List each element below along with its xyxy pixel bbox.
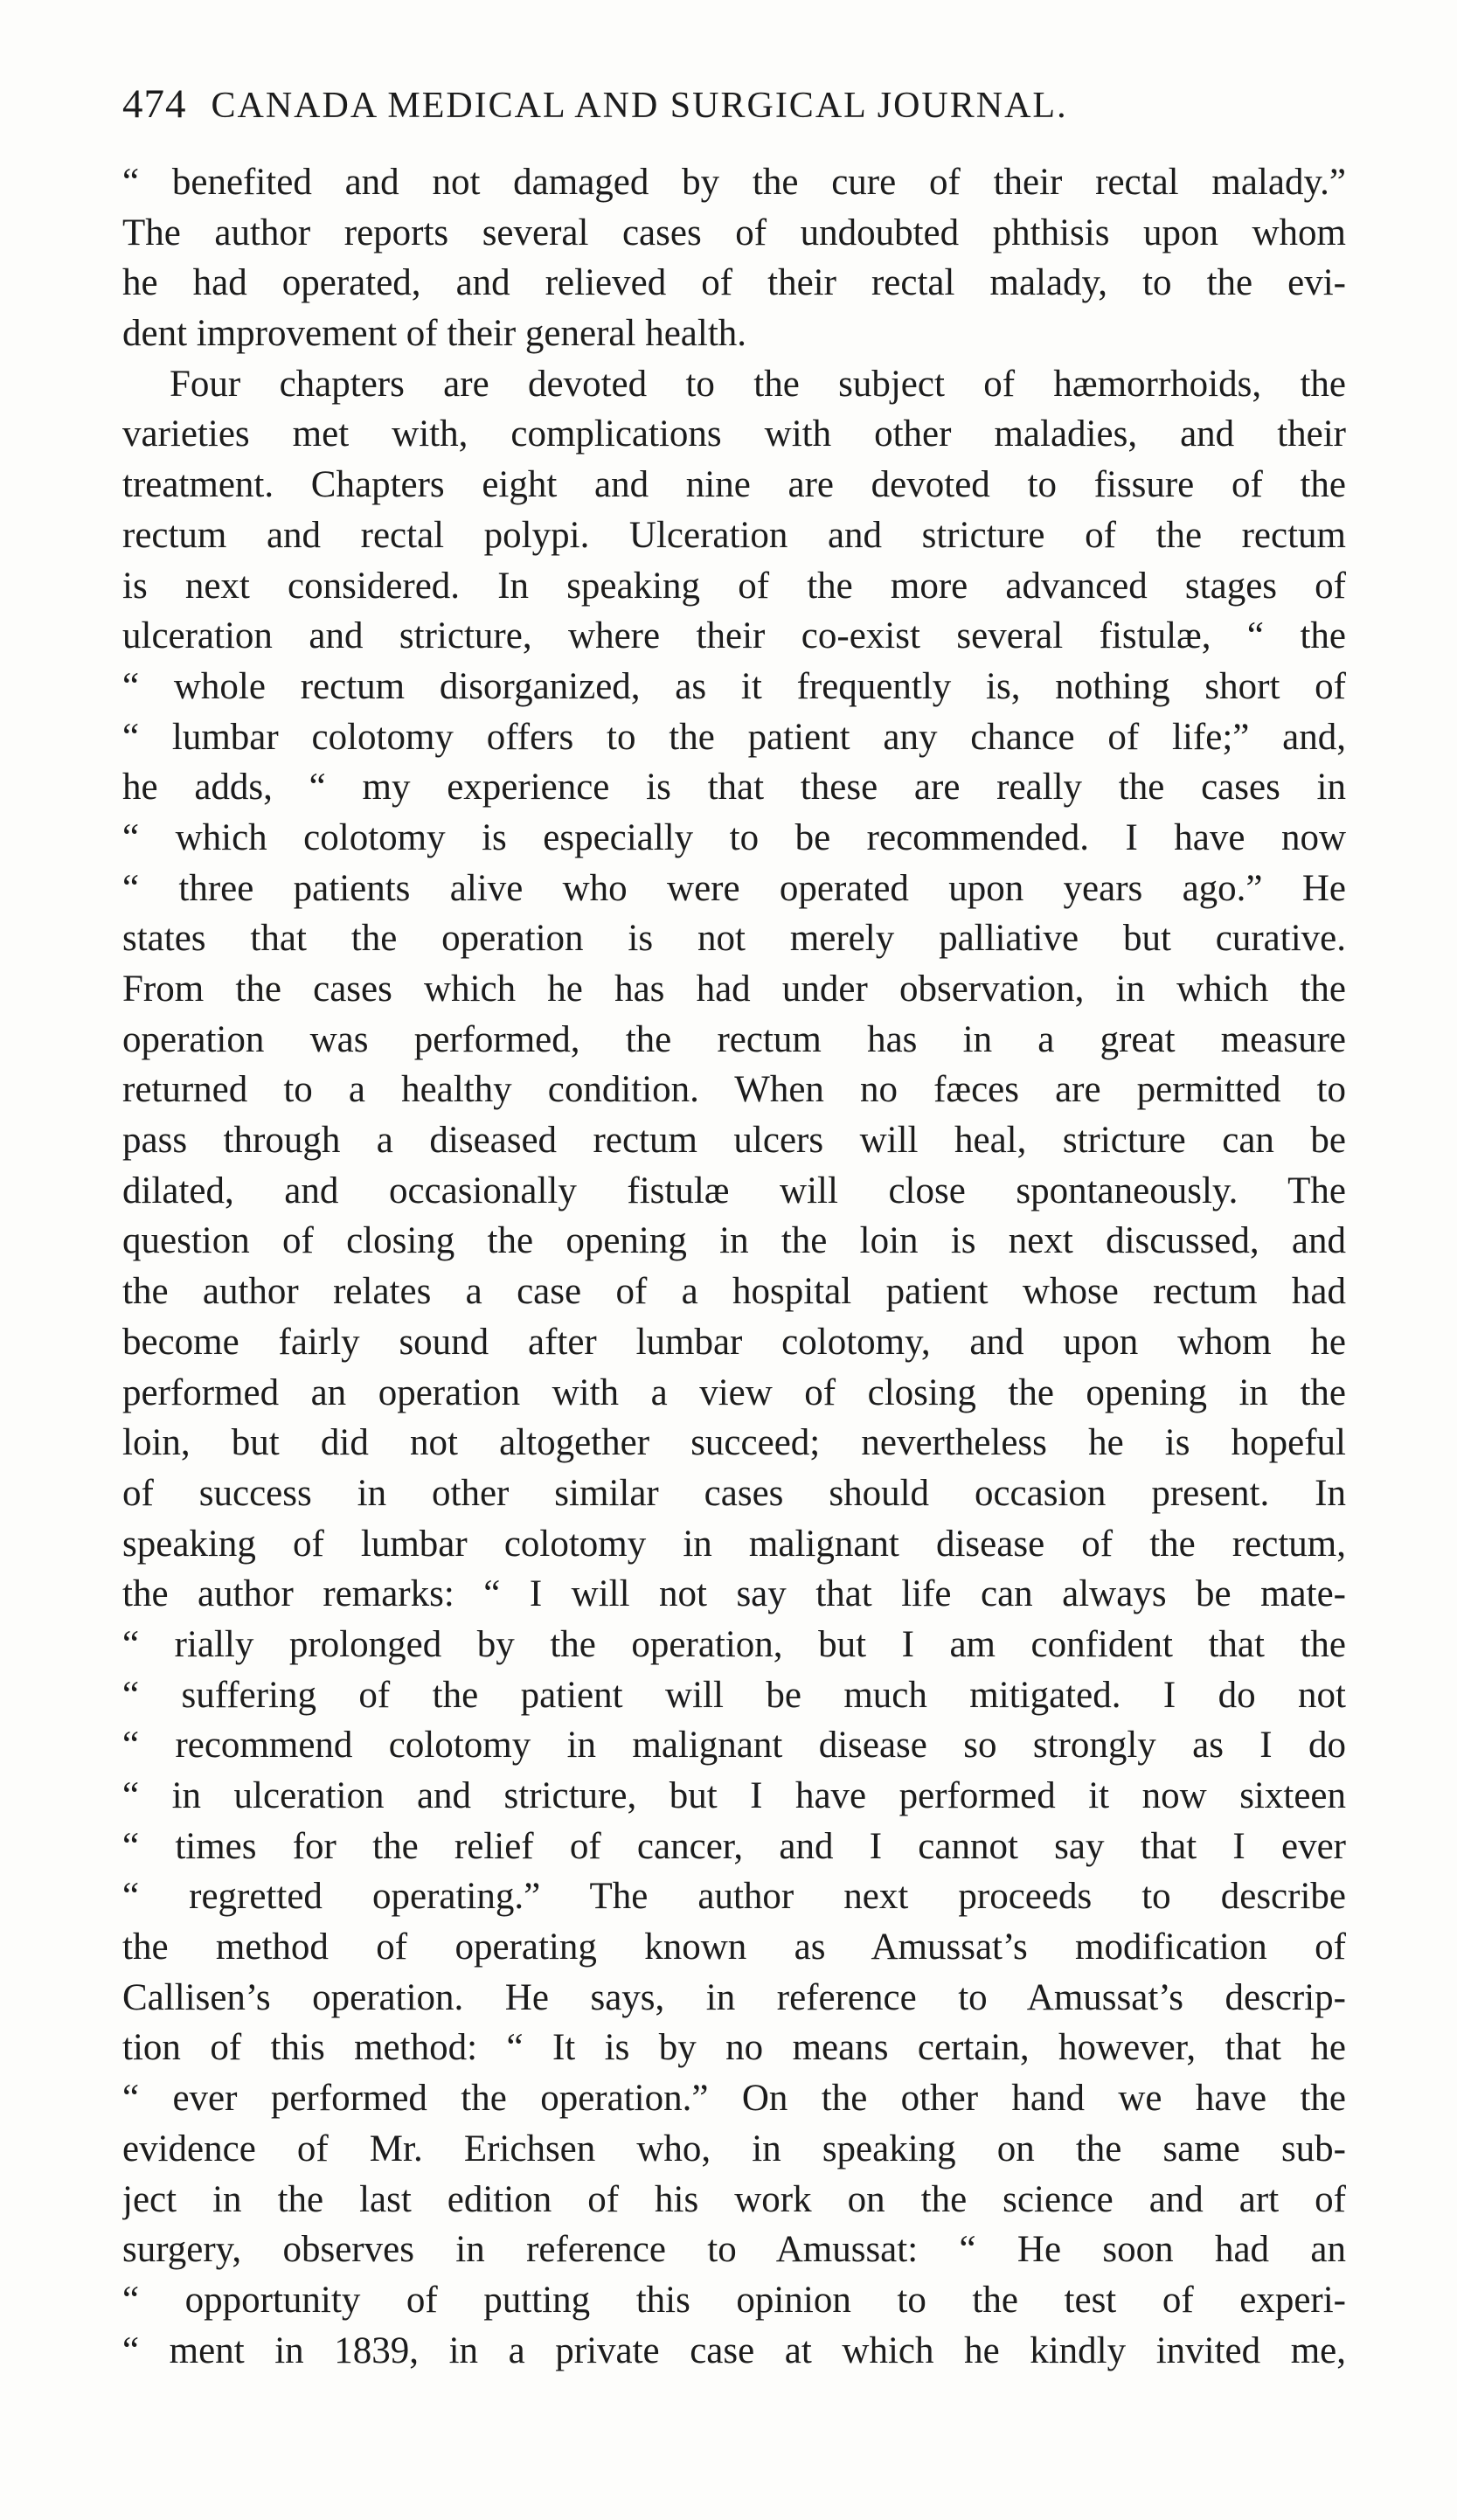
running-head: CANADA MEDICAL AND SURGICAL JOURNAL. [211, 86, 1068, 126]
text-line: ject in the last edition of his work on the science and art of [122, 2178, 1346, 2220]
text-line: become fairly sound after lumbar colotomy, and upon whom he [122, 1321, 1346, 1363]
text-line: operation was performed, the rectum has in a great measure [122, 1018, 1346, 1060]
text-line: “ opportunity of putting this opinion to the test of experi- [122, 2279, 1346, 2321]
text-line: returned to a healthy condition. When no fæces are permitted to [122, 1069, 1346, 1111]
text-line: states that the operation is not merely palliative but curative. [122, 918, 1346, 960]
text-line: he had operated, and relieved of their rectal malady, to the evi- [122, 262, 1346, 304]
text-line: treatment. Chapters eight and nine are devoted to fissure of the [122, 464, 1346, 506]
text-line: dent improvement of their general health. [122, 313, 747, 355]
text-line: performed an operation with a view of closing the opening in the [122, 1371, 1346, 1413]
text-line: “ ment in 1839, in a private case at which he kindly invited me, [122, 2329, 1346, 2371]
text-line: “ lumbar colotomy offers to the patient any chance of life;” and, [122, 716, 1346, 758]
text-line: rectum and rectal polypi. Ulceration and stricture of the rectum [122, 514, 1346, 556]
text-line: loin, but did not altogether succeed; nevertheless he is hopeful [122, 1422, 1346, 1464]
body-text [122, 157, 1346, 2376]
text-line: “ times for the relief of cancer, and I cannot say that I ever [122, 1825, 1346, 1867]
text-line: “ which colotomy is especially to be recommended. I have now [122, 816, 1346, 858]
text-line: speaking of lumbar colotomy in malignant disease of the rectum, [122, 1523, 1346, 1565]
text-line: surgery, observes in reference to Amussat: “ He soon had an [122, 2229, 1346, 2271]
text-line: the author relates a case of a hospital patient whose rectum had [122, 1271, 1346, 1313]
text-line: The author reports several cases of undoubted phthisis upon whom [122, 212, 1346, 253]
text-line: is next considered. In speaking of the more advanced stages of [122, 565, 1346, 607]
text-line: “ suffering of the patient will be much mitigated. I do not [122, 1674, 1346, 1716]
text-line: the author remarks: “ I will not say that life can always be mate- [122, 1573, 1346, 1615]
page-header [122, 80, 1346, 142]
text-line: he adds, “ my experience is that these are really the cases in [122, 767, 1346, 809]
page-number: 474 [122, 81, 187, 127]
text-line: evidence of Mr. Erichsen who, in speaking on the same sub- [122, 2128, 1346, 2169]
text-line: “ rially prolonged by the operation, but I am confident that the [122, 1623, 1346, 1665]
text-line: Callisen’s operation. He says, in reference to Amussat’s descrip- [122, 1976, 1346, 2018]
text-line: varieties met with, complications with other maladies, and their [122, 413, 1346, 455]
text-line: “ benefited and not damaged by the cure of their rectal malady.” [122, 162, 1346, 203]
text-line: “ three patients alive who were operated upon years ago.” He [122, 867, 1346, 909]
text-line: pass through a diseased rectum ulcers will heal, stricture can be [122, 1120, 1346, 1162]
text-line: “ regretted operating.” The author next proceeds to describe [122, 1876, 1346, 1918]
text-line: “ recommend colotomy in malignant disease so strongly as I do [122, 1725, 1346, 1767]
paragraph [122, 157, 1346, 359]
text-line: “ ever performed the operation.” On the other hand we have the [122, 2078, 1346, 2120]
text-line: of success in other similar cases should occasion present. In [122, 1472, 1346, 1514]
text-line: “ whole rectum disorganized, as it frequently is, nothing short of [122, 665, 1346, 707]
text-line: “ in ulceration and stricture, but I have performed it now sixteen [122, 1775, 1346, 1816]
text-line: Four chapters are devoted to the subject of hæmorrhoids, the [170, 363, 1346, 405]
text-line: tion of this method: “ It is by no means certain, however, that he [122, 2027, 1346, 2069]
paragraph [122, 359, 1346, 2377]
text-line: the method of operating known as Amussat’s modification of [122, 1926, 1346, 1968]
text-line: ulceration and stricture, where their co-exist several fistulæ, “ the [122, 615, 1346, 657]
text-line: question of closing the opening in the loin is next discussed, and [122, 1220, 1346, 1262]
text-line: dilated, and occasionally fistulæ will close spontaneously. The [122, 1170, 1346, 1211]
text-line: From the cases which he has had under observation, in which the [122, 968, 1346, 1010]
